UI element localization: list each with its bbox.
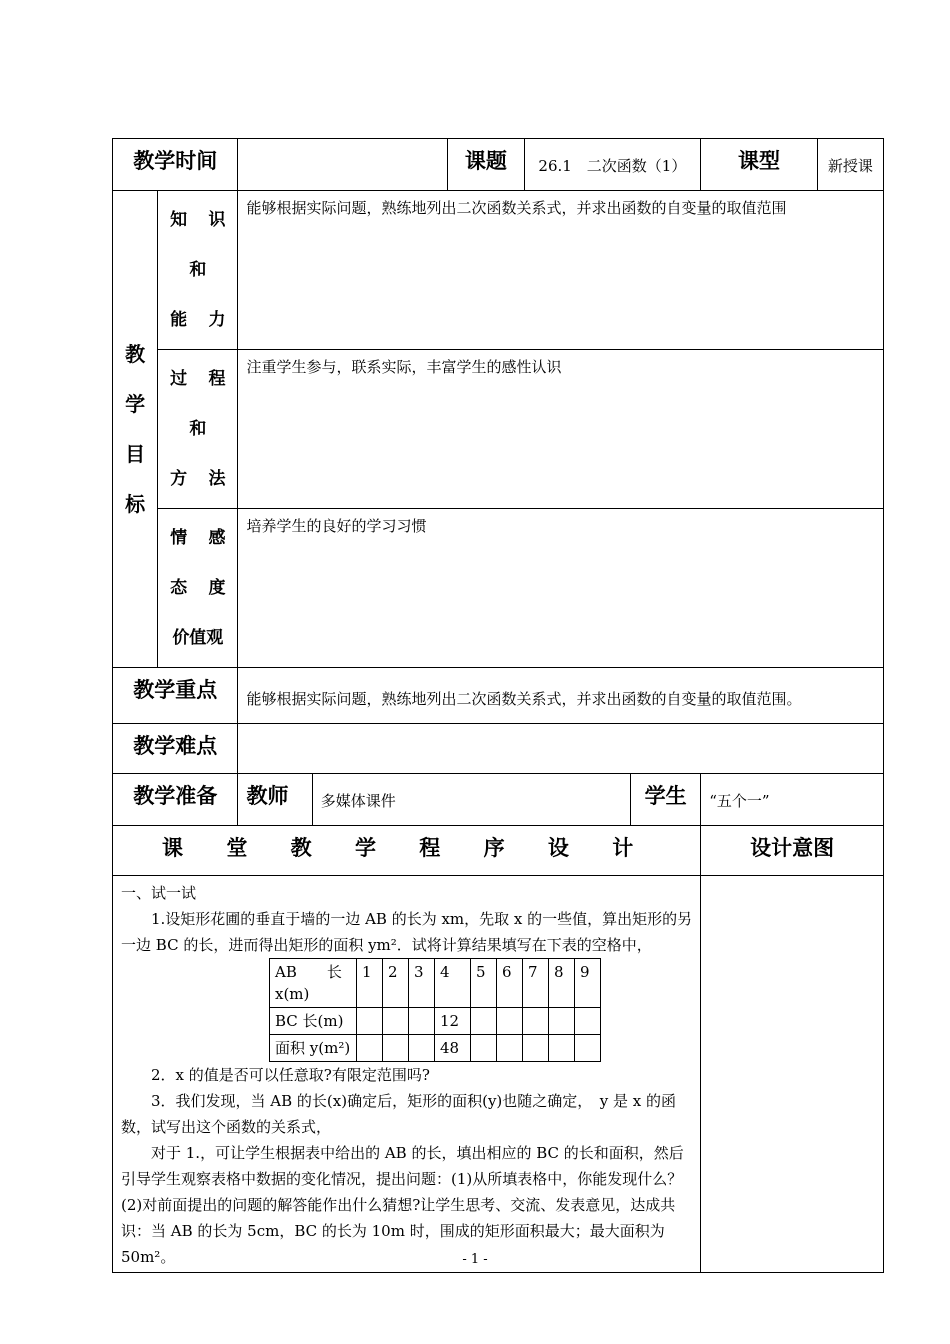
table-cell: 4 [435,959,471,1008]
table-cell [471,1035,497,1062]
design-intent-label: 设计意图 [701,826,884,876]
paragraph-2: 2．x 的值是否可以任意取?有限定范围吗? [151,1066,430,1084]
emotion-goal-text: 培养学生的良好的学习习惯 [238,509,884,668]
table-cell [409,1008,435,1035]
table-row [270,1035,601,1062]
table-cell [575,1008,601,1035]
knowledge-label: 知 识 和 能 力 [158,191,238,350]
teaching-goals-label [113,191,158,668]
table-cell [471,1008,497,1035]
lesson-plan-form [112,138,884,1273]
table-row [270,959,601,1008]
table-cell: 8 [549,959,575,1008]
procedure-title: 课 堂 教 学 程 序 设 计 [113,826,701,876]
lesson-type-value: 新授课 [817,139,883,191]
topic-label: 课题 [448,139,524,191]
design-intent-content [701,876,884,1273]
emotion-label: 情 感 态 度 价值观 [158,509,238,668]
paragraph-3: 3．我们发现，当 AB 的长(x)确定后，矩形的面积(y)也随之确定， y 是 x 的函数，试写出这个函数的关系式， [121,1092,677,1136]
paragraph-4: 对于 1.，可让学生根据表中给出的 AB 的长，填出相应的 BC 的长和面积，然后引导学生观察表格中数据的变化情况，提出问题：(1)从所填表格中，你能发现什么？(2)对前面提出的问题的解答能作出什么猜想?让学生思考、交流、发表意见，达成共识：当 AB 的长为 5cm，BC 的长为 10m 时，围成的矩形面积最大；最大面积为 50m²。 [121,1144,684,1266]
difficulty-text [238,724,884,774]
difficulty-label: 教学难点 [113,724,238,774]
procedure-content [113,876,701,1273]
table-cell [409,1035,435,1062]
table-cell: 3 [409,959,435,1008]
table-cell [497,1008,523,1035]
table-cell: 2 [383,959,409,1008]
table-cell [575,1035,601,1062]
student-prep-value: “五个一” [701,774,884,826]
process-label: 过 程 和 方 法 [158,350,238,509]
lesson-type-label: 课型 [701,139,817,191]
table-cell: 7 [523,959,549,1008]
table-row [270,1008,601,1035]
process-goal-text: 注重学生参与，联系实际，丰富学生的感性认识 [238,350,884,509]
table-cell [523,1008,549,1035]
key-point-text: 能够根据实际问题，熟练地列出二次函数关系式，并求出函数的自变量的取值范围。 [238,668,884,724]
preparation-label: 教学准备 [113,774,238,826]
table-cell: 9 [575,959,601,1008]
knowledge-goal-text: 能够根据实际问题，熟练地列出二次函数关系式，并求出函数的自变量的取值范围 [238,191,884,350]
table-cell [549,1008,575,1035]
table-cell [549,1035,575,1062]
page-number: - 1 - [462,1252,488,1267]
goal-char: 学 [125,392,146,416]
teacher-label: 教师 [238,774,312,826]
table-cell [523,1035,549,1062]
data-table [269,958,601,1062]
goal-char: 教 [125,342,146,366]
table-cell: 48 [435,1035,471,1062]
table-cell: 5 [471,959,497,1008]
row-label: BC 长(m) [270,1008,357,1035]
table-cell [357,1035,383,1062]
student-label: 学生 [630,774,700,826]
teaching-time-value [238,139,448,191]
table-cell [383,1035,409,1062]
key-point-label: 教学重点 [113,668,238,724]
row-label: AB 长 x(m) [270,959,357,1008]
section-heading: 一、试一试 [121,884,197,902]
table-cell [383,1008,409,1035]
teacher-prep-value: 多媒体课件 [312,774,630,826]
teaching-time-label: 教学时间 [113,139,238,191]
topic-value: 26.1 二次函数（1） [524,139,701,191]
lesson-plan-table [112,138,884,1273]
row-label: 面积 y(m²) [270,1035,357,1062]
table-cell: 1 [357,959,383,1008]
table-cell: 6 [497,959,523,1008]
goal-char: 目 [125,442,146,466]
table-cell: 12 [435,1008,471,1035]
goal-char: 标 [125,492,146,516]
table-cell [497,1035,523,1062]
table-cell [357,1008,383,1035]
paragraph-1: 1.设矩形花圃的垂直于墙的一边 AB 的长为 xm，先取 x 的一些值，算出矩形的另一边 BC 的长，进而得出矩形的面积 ym²．试将计算结果填写在下表的空格中， [121,910,693,954]
